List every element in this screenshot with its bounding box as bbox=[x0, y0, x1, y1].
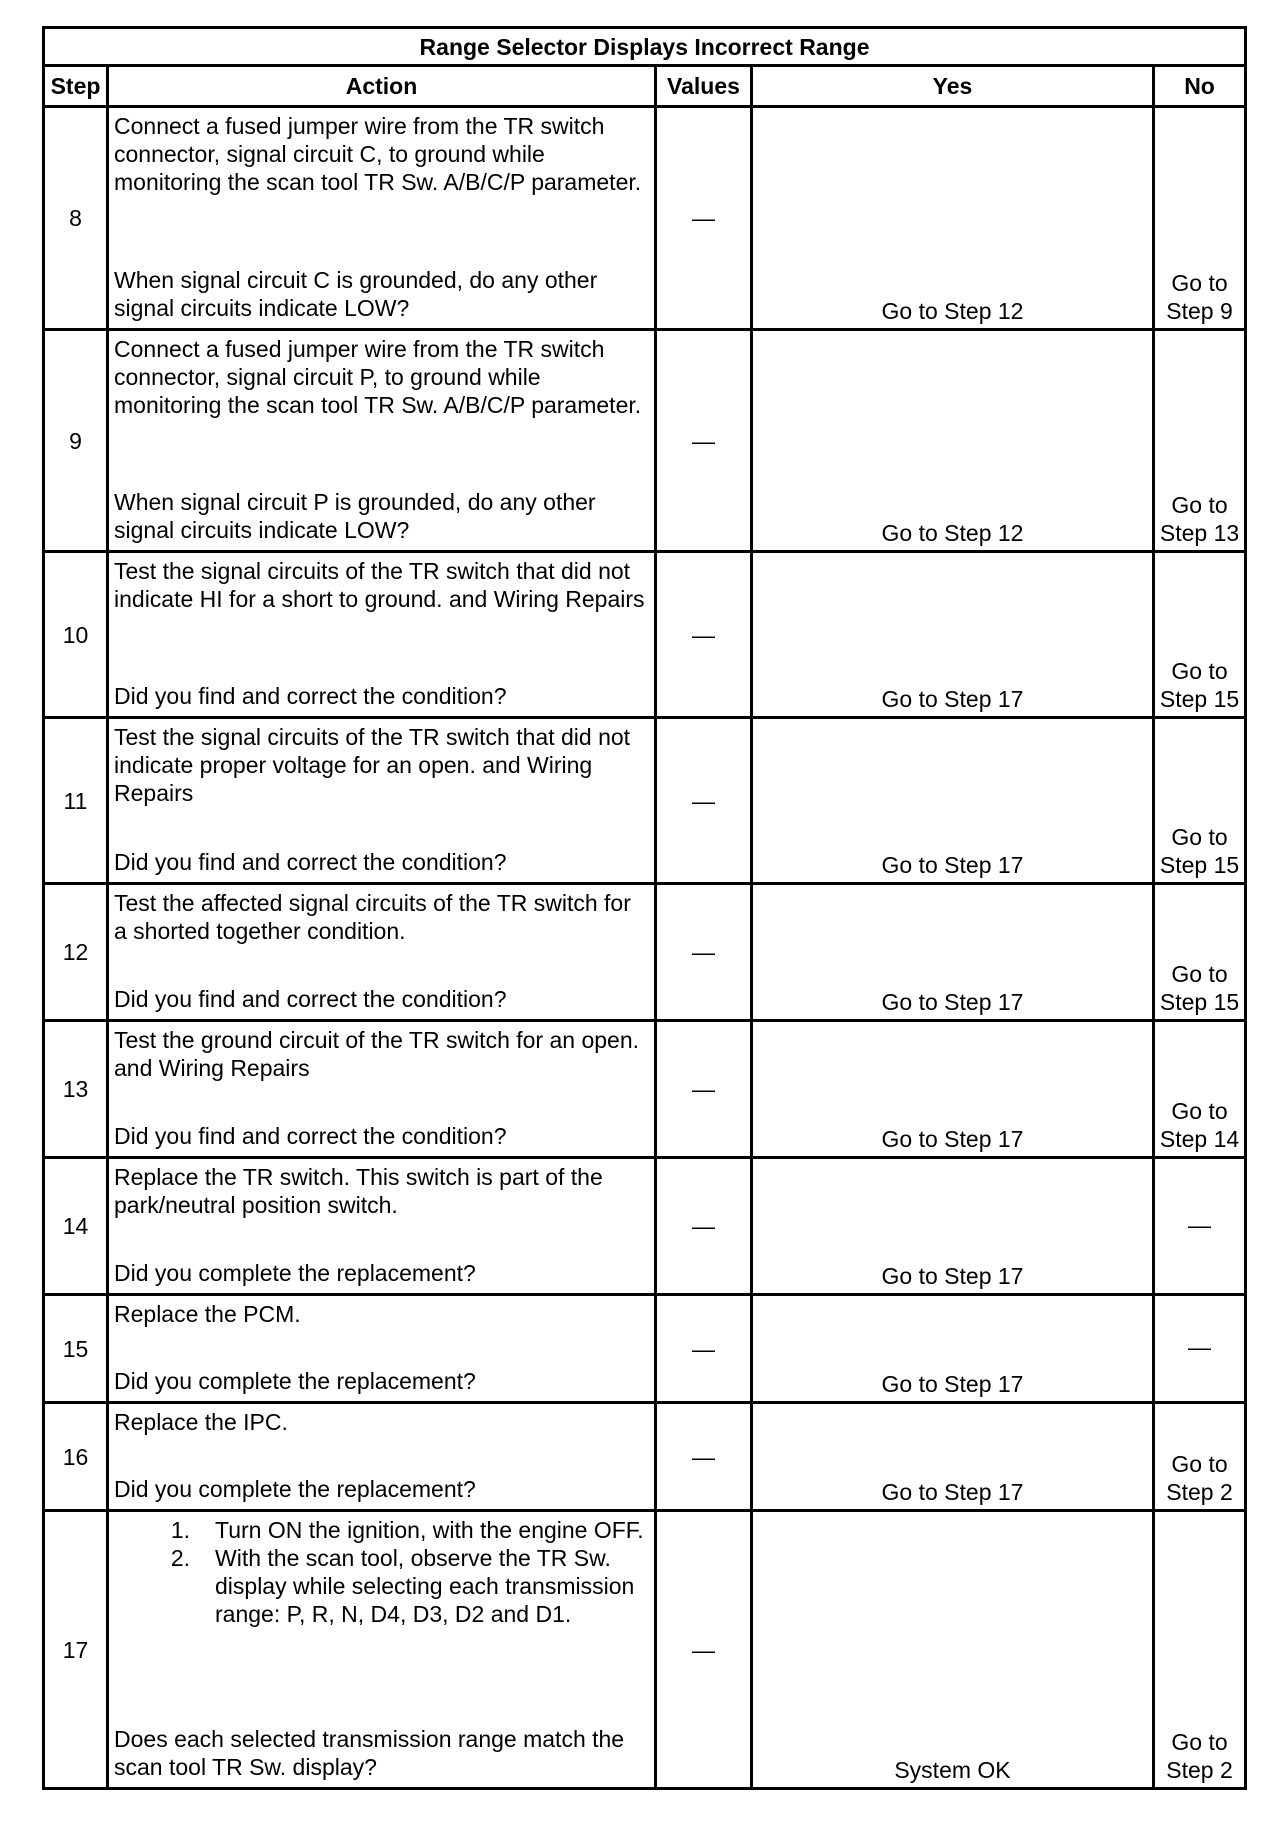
action-instruction: Test the signal circuits of the TR switch that did not indicate proper voltage for an open. and Wiring Repairs bbox=[114, 724, 631, 806]
no-cell: — bbox=[1154, 1295, 1246, 1403]
header-values: Values bbox=[656, 66, 752, 107]
table-row bbox=[44, 552, 1246, 718]
substep-list bbox=[114, 1516, 650, 1628]
yes-cell: Go to Step 12 bbox=[752, 330, 1154, 552]
substep-number: 1. bbox=[170, 1517, 190, 1543]
header-action: Action bbox=[108, 66, 656, 107]
step-number: 16 bbox=[44, 1403, 108, 1511]
values-cell: — bbox=[656, 718, 752, 884]
yes-cell: Go to Step 17 bbox=[752, 1158, 1154, 1295]
table-row bbox=[44, 884, 1246, 1021]
table-row bbox=[44, 1021, 1246, 1158]
action-question: Did you complete the replacement? bbox=[114, 1476, 476, 1502]
action-cell bbox=[108, 1403, 656, 1511]
action-question: When signal circuit C is grounded, do any other signal circuits indicate LOW? bbox=[114, 267, 598, 321]
list-item bbox=[114, 1516, 650, 1544]
action-cell bbox=[108, 1295, 656, 1403]
values-cell: — bbox=[656, 884, 752, 1021]
step-number: 13 bbox=[44, 1021, 108, 1158]
table-row bbox=[44, 107, 1246, 330]
no-cell: Go to Step 14 bbox=[1154, 1021, 1246, 1158]
diagnostic-table bbox=[42, 26, 1247, 1790]
values-cell: — bbox=[656, 1403, 752, 1511]
action-instruction: Test the signal circuits of the TR switch that did not indicate HI for a short to ground. and Wiring Repairs bbox=[114, 558, 645, 612]
action-instruction: Test the ground circuit of the TR switch for an open. and Wiring Repairs bbox=[114, 1027, 640, 1081]
values-cell: — bbox=[656, 330, 752, 552]
no-cell: Go to Step 15 bbox=[1154, 884, 1246, 1021]
substep-number: 2. bbox=[170, 1545, 190, 1571]
no-cell: Go to Step 15 bbox=[1154, 718, 1246, 884]
procedure-document bbox=[42, 26, 1244, 1790]
action-question: Did you complete the replacement? bbox=[114, 1260, 476, 1286]
action-instruction: Connect a fused jumper wire from the TR switch connector, signal circuit P, to ground while monitoring the scan tool TR Sw. A/B/C/P parameter. bbox=[114, 336, 642, 418]
table-row bbox=[44, 1511, 1246, 1789]
header-yes: Yes bbox=[752, 66, 1154, 107]
no-cell: Go to Step 9 bbox=[1154, 107, 1246, 330]
substep-text: With the scan tool, observe the TR Sw. display while selecting each transmission range: P, R, N, D4, D3, D2 and D1. bbox=[215, 1545, 635, 1627]
table-row bbox=[44, 330, 1246, 552]
step-number: 14 bbox=[44, 1158, 108, 1295]
step-number: 12 bbox=[44, 884, 108, 1021]
action-cell bbox=[108, 330, 656, 552]
table-row bbox=[44, 1158, 1246, 1295]
action-cell bbox=[108, 1511, 656, 1789]
values-cell: — bbox=[656, 1511, 752, 1789]
no-cell: Go to Step 2 bbox=[1154, 1403, 1246, 1511]
table-title: Range Selector Displays Incorrect Range bbox=[44, 28, 1246, 66]
values-cell: — bbox=[656, 1295, 752, 1403]
action-cell bbox=[108, 1158, 656, 1295]
no-cell: Go to Step 13 bbox=[1154, 330, 1246, 552]
action-question: Did you complete the replacement? bbox=[114, 1368, 476, 1394]
action-question: Did you find and correct the condition? bbox=[114, 849, 507, 875]
table-row bbox=[44, 1403, 1246, 1511]
yes-cell: Go to Step 17 bbox=[752, 884, 1154, 1021]
no-cell: Go to Step 15 bbox=[1154, 552, 1246, 718]
action-question: Did you find and correct the condition? bbox=[114, 986, 507, 1012]
action-question: Does each selected transmission range match the scan tool TR Sw. display? bbox=[114, 1726, 625, 1780]
table-row bbox=[44, 718, 1246, 884]
action-cell bbox=[108, 884, 656, 1021]
table-row bbox=[44, 1295, 1246, 1403]
action-instruction: Replace the PCM. bbox=[114, 1301, 301, 1327]
yes-cell: Go to Step 17 bbox=[752, 1021, 1154, 1158]
action-instruction: Replace the IPC. bbox=[114, 1409, 288, 1435]
action-cell bbox=[108, 552, 656, 718]
no-cell: Go to Step 2 bbox=[1154, 1511, 1246, 1789]
step-number: 9 bbox=[44, 330, 108, 552]
action-question: When signal circuit P is grounded, do any other signal circuits indicate LOW? bbox=[114, 489, 596, 543]
step-number: 8 bbox=[44, 107, 108, 330]
action-instruction: Test the affected signal circuits of the TR switch for a shorted together condition. bbox=[114, 890, 631, 944]
action-cell bbox=[108, 718, 656, 884]
action-question: Did you find and correct the condition? bbox=[114, 1123, 507, 1149]
header-step: Step bbox=[44, 66, 108, 107]
action-cell bbox=[108, 107, 656, 330]
values-cell: — bbox=[656, 1021, 752, 1158]
action-instruction: Replace the TR switch. This switch is part of the park/neutral position switch. bbox=[114, 1164, 603, 1218]
yes-cell: Go to Step 17 bbox=[752, 552, 1154, 718]
action-cell bbox=[108, 1021, 656, 1158]
yes-cell: System OK bbox=[752, 1511, 1154, 1789]
action-instruction: Connect a fused jumper wire from the TR switch connector, signal circuit C, to ground while monitoring the scan tool TR Sw. A/B/C/P parameter. bbox=[114, 113, 642, 195]
yes-cell: Go to Step 17 bbox=[752, 1403, 1154, 1511]
list-item bbox=[114, 1544, 650, 1628]
step-number: 15 bbox=[44, 1295, 108, 1403]
values-cell: — bbox=[656, 1158, 752, 1295]
values-cell: — bbox=[656, 107, 752, 330]
substep-text: Turn ON the ignition, with the engine OFF. bbox=[215, 1517, 644, 1543]
values-cell: — bbox=[656, 552, 752, 718]
header-no: No bbox=[1154, 66, 1246, 107]
step-number: 10 bbox=[44, 552, 108, 718]
step-number: 11 bbox=[44, 718, 108, 884]
step-number: 17 bbox=[44, 1511, 108, 1789]
yes-cell: Go to Step 12 bbox=[752, 107, 1154, 330]
yes-cell: Go to Step 17 bbox=[752, 718, 1154, 884]
no-cell: — bbox=[1154, 1158, 1246, 1295]
yes-cell: Go to Step 17 bbox=[752, 1295, 1154, 1403]
action-question: Did you find and correct the condition? bbox=[114, 683, 507, 709]
